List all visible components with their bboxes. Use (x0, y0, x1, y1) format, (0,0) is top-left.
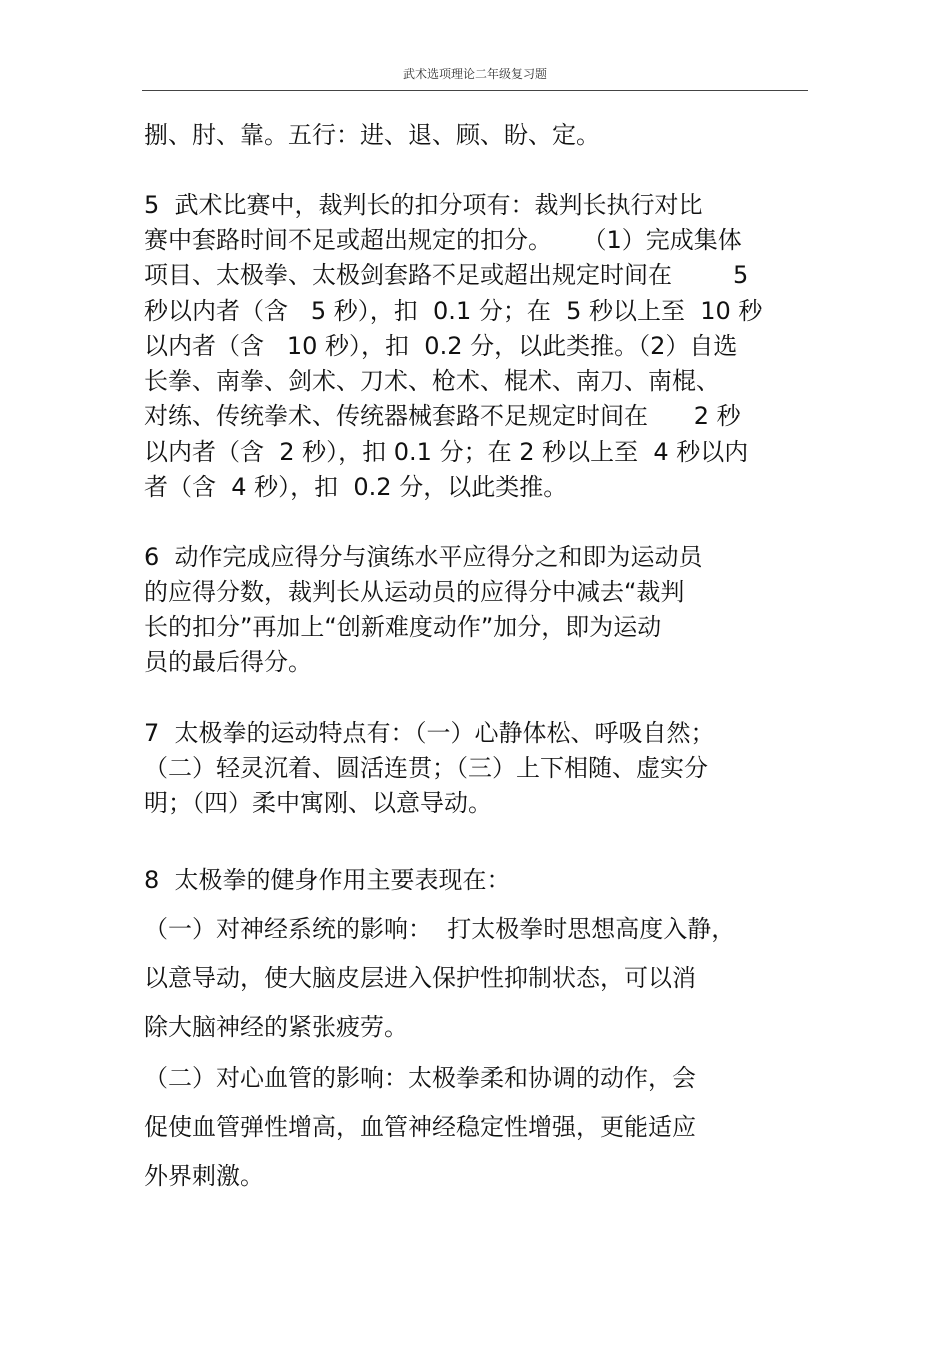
text-line: 6 动作完成应得分与演练水平应得分之和即为运动员 (144, 543, 703, 571)
text-line: 长的扣分”再加上“创新难度动作”加分，即为运动 (144, 613, 662, 641)
text-line: 项目、太极拳、太极剑套路不足或超出规定时间在 5 (144, 261, 749, 289)
text-line: 的应得分数，裁判长从运动员的应得分中减去“裁判 (144, 578, 685, 606)
text-line: 8 太极拳的健身作用主要表现在： (144, 866, 511, 894)
text-line: 者（含 4 秒），扣 0.2 分，以此类推。 (144, 473, 568, 501)
page-header-title: 武术选项理论二年级复习题 (402, 67, 547, 81)
text-line: 秒以内者（含 5 秒），扣 0.1 分；在 5 秒以上至 10 秒 (144, 297, 763, 325)
text-line: （二）轻灵沉着、圆活连贯；（三）上下相随、虚实分 (144, 754, 708, 782)
text-line: 对练、传统拳术、传统器械套路不足规定时间在 2 秒 (144, 402, 741, 430)
text-line: 长拳、南拳、剑术、刀术、枪术、棍术、南刀、南棍、 (144, 367, 720, 395)
text-line: 外界刺激。 (144, 1162, 264, 1190)
text-line: 7 太极拳的运动特点有：（一）心静体松、呼吸自然； (144, 719, 715, 747)
text-line: 捌、肘、靠。五行：进、退、顾、盼、定。 (144, 121, 600, 149)
text-line: 以内者（含 10 秒），扣 0.2 分，以此类推。（2）自选 (144, 332, 738, 360)
text-line: 5 武术比赛中，裁判长的扣分项有：裁判长执行对比 (144, 191, 703, 219)
text-line: 赛中套路时间不足或超出规定的扣分。 （1）完成集体 (144, 226, 742, 254)
text-line: 以内者（含 2 秒），扣 0.1 分；在 2 秒以上至 4 秒以内 (144, 438, 749, 466)
text-line: 明；（四）柔中寓刚、以意导动。 (144, 789, 492, 817)
text-line: 除大脑神经的紧张疲劳。 (144, 1013, 408, 1041)
text-line: （一）对神经系统的影响： 打太极拳时思想高度入静， (144, 915, 736, 943)
text-line: 员的最后得分。 (144, 648, 312, 676)
header-divider (142, 90, 808, 91)
text-line: 以意导动，使大脑皮层进入保护性抑制状态，可以消 (144, 964, 696, 992)
text-line: 促使血管弹性增高，血管神经稳定性增强，更能适应 (144, 1113, 696, 1141)
text-line: （二）对心血管的影响：太极拳柔和协调的动作，会 (144, 1064, 696, 1092)
